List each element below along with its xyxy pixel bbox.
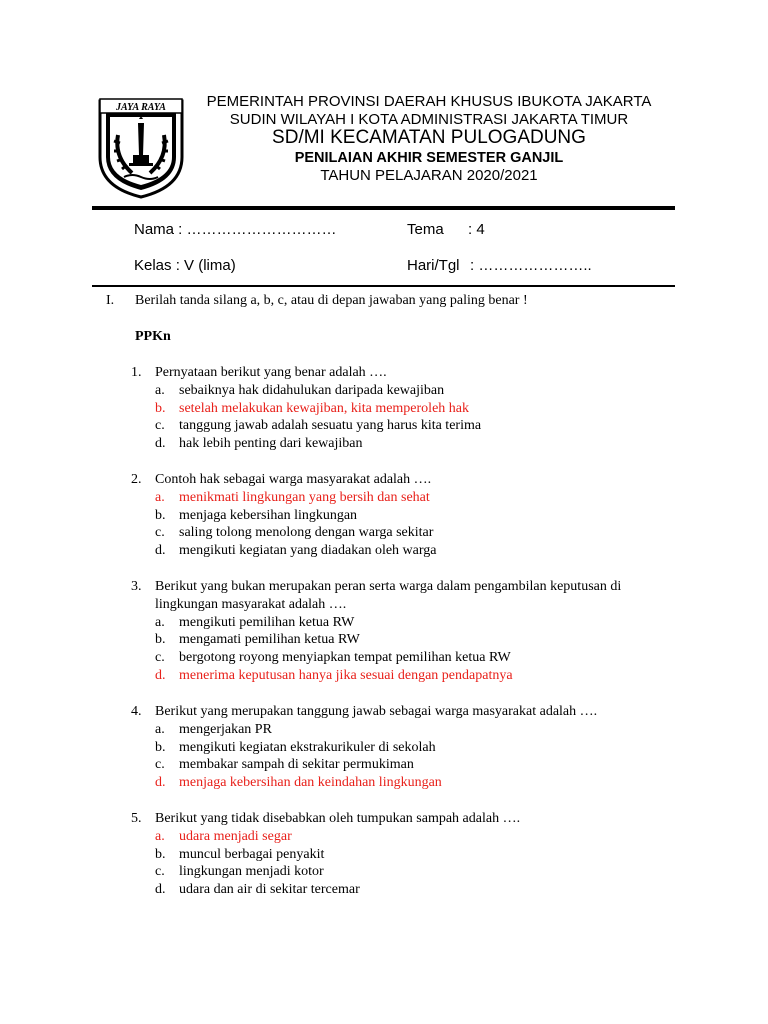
question-text: Berikut yang tidak disebabkan oleh tumpukan sampah adalah …. xyxy=(155,811,521,826)
option-text: menikmati lingkungan yang bersih dan sehat xyxy=(179,489,430,505)
option-letter: d. xyxy=(155,882,166,898)
option-text: mengamati pemilihan ketua RW xyxy=(179,632,360,648)
answer-option xyxy=(155,542,671,560)
option-text: menjaga kebersihan dan keindahan lingkungan xyxy=(179,775,442,791)
option-text: menerima keputusan hanya jika sesuai dengan pendapatnya xyxy=(179,667,513,683)
option-text: mengikuti kegiatan ekstrakurikuler di sekolah xyxy=(179,739,436,755)
date-label: Hari/Tgl xyxy=(407,257,460,274)
option-letter: c. xyxy=(155,418,165,434)
option-letter: a. xyxy=(155,828,165,844)
option-letter: a. xyxy=(155,614,165,630)
option-text: setelah melakukan kewajiban, kita memperoleh hak xyxy=(179,400,470,416)
question-item xyxy=(131,364,671,453)
option-letter: d. xyxy=(155,543,166,559)
jaya-raya-logo xyxy=(96,95,186,200)
option-text: udara dan air di sekitar tercemar xyxy=(179,882,360,898)
option-text: tanggung jawab adalah sesuatu yang harus kita terima xyxy=(179,418,482,434)
question-stem xyxy=(131,471,671,489)
option-letter: b. xyxy=(155,739,166,755)
option-text: saling tolong menolong dengan warga sekitar xyxy=(179,525,434,541)
option-letter: a. xyxy=(155,382,165,398)
option-text: mengikuti pemilihan ketua RW xyxy=(179,614,355,630)
answer-option-correct xyxy=(155,489,671,507)
identity-divider-bottom xyxy=(92,285,675,287)
option-text: muncul berbagai penyakit xyxy=(179,846,325,862)
option-letter: d. xyxy=(155,775,166,791)
option-letter: d. xyxy=(155,667,166,683)
student-name-field: Nama : ………………………… xyxy=(134,221,337,238)
question-stem xyxy=(131,810,671,828)
class-field: Kelas : V (lima) xyxy=(134,257,236,274)
option-letter: d. xyxy=(155,436,166,452)
answer-option xyxy=(155,507,671,525)
question-item xyxy=(131,810,671,899)
question-stem xyxy=(131,578,671,614)
section-instruction: Berilah tanda silang a, b, c, atau di depan jawaban yang paling benar ! xyxy=(135,293,528,308)
answer-option xyxy=(155,614,671,632)
option-letter: c. xyxy=(155,525,165,541)
option-letter: c. xyxy=(155,757,165,773)
question-number: 1. xyxy=(131,365,142,380)
option-text: menjaga kebersihan lingkungan xyxy=(179,507,358,523)
question-item xyxy=(131,703,671,792)
question-number: 5. xyxy=(131,811,142,826)
option-letter: a. xyxy=(155,721,165,737)
option-text: hak lebih penting dari kewajiban xyxy=(179,436,363,452)
answer-option-correct xyxy=(155,667,671,685)
tema-value: : 4 xyxy=(468,221,485,238)
section-number: I. xyxy=(106,293,115,308)
question-stem xyxy=(131,364,671,382)
option-letter: b. xyxy=(155,400,166,416)
option-text: mengerjakan PR xyxy=(179,721,272,737)
option-text: lingkungan menjadi kotor xyxy=(179,864,324,880)
question-stem xyxy=(131,703,671,721)
answer-option xyxy=(155,863,671,881)
option-letter: a. xyxy=(155,489,165,505)
question-text: Pernyataan berikut yang benar adalah …. xyxy=(155,365,387,380)
question-number: 4. xyxy=(131,704,142,719)
header-district-line: SUDIN WILAYAH I KOTA ADMINISTRASI JAKARTA TIMUR xyxy=(229,111,629,128)
answer-option xyxy=(155,881,671,899)
answer-option xyxy=(155,846,671,864)
option-letter: c. xyxy=(155,864,165,880)
option-letter: b. xyxy=(155,632,166,648)
question-item xyxy=(131,578,671,685)
option-text: mengikuti kegiatan yang diadakan oleh warga xyxy=(179,543,437,559)
logo-text: JAYA RAYA xyxy=(116,102,166,113)
answer-option xyxy=(155,721,671,739)
answer-option-correct xyxy=(155,828,671,846)
question-number: 2. xyxy=(131,472,142,487)
header-exam-title: PENILAIAN AKHIR SEMESTER GANJIL xyxy=(294,150,564,166)
answer-option xyxy=(155,435,671,453)
option-text: bergotong royong menyiapkan tempat pemilihan ketua RW xyxy=(179,650,511,666)
answer-option-correct xyxy=(155,774,671,792)
option-letter: b. xyxy=(155,846,166,862)
option-letter: b. xyxy=(155,507,166,523)
option-text: membakar sampah di sekitar permukiman xyxy=(179,757,414,773)
question-text: Berikut yang merupakan tanggung jawab sebagai warga masyarakat adalah …. xyxy=(155,704,598,719)
question-text: Contoh hak sebagai warga masyarakat adalah …. xyxy=(155,472,432,487)
question-item xyxy=(131,471,671,560)
answer-option xyxy=(155,739,671,757)
answer-option xyxy=(155,417,671,435)
answer-option xyxy=(155,649,671,667)
option-text: udara menjadi segar xyxy=(179,828,292,844)
tema-label: Tema xyxy=(407,221,444,238)
subject-heading: PPKn xyxy=(135,329,171,344)
answer-option xyxy=(155,524,671,542)
answer-option xyxy=(155,631,671,649)
question-text: Berikut yang bukan merupakan peran serta warga dalam pengambilan keputusan di lingkungan masyarakat adalah …. xyxy=(155,579,622,612)
header-school-line: SD/MI KECAMATAN PULOGADUNG xyxy=(272,127,586,148)
answer-option xyxy=(155,756,671,774)
date-value: : ………………….. xyxy=(470,257,592,274)
header-divider-top xyxy=(92,206,675,210)
answer-option xyxy=(155,382,671,400)
answer-option-correct xyxy=(155,400,671,418)
question-number: 3. xyxy=(131,579,142,594)
option-letter: c. xyxy=(155,650,165,666)
header-academic-year: TAHUN PELAJARAN 2020/2021 xyxy=(320,167,538,184)
option-text: sebaiknya hak didahulukan daripada kewajiban xyxy=(179,382,445,398)
header-government-line: PEMERINTAH PROVINSI DAERAH KHUSUS IBUKOTA JAKARTA xyxy=(206,93,652,110)
